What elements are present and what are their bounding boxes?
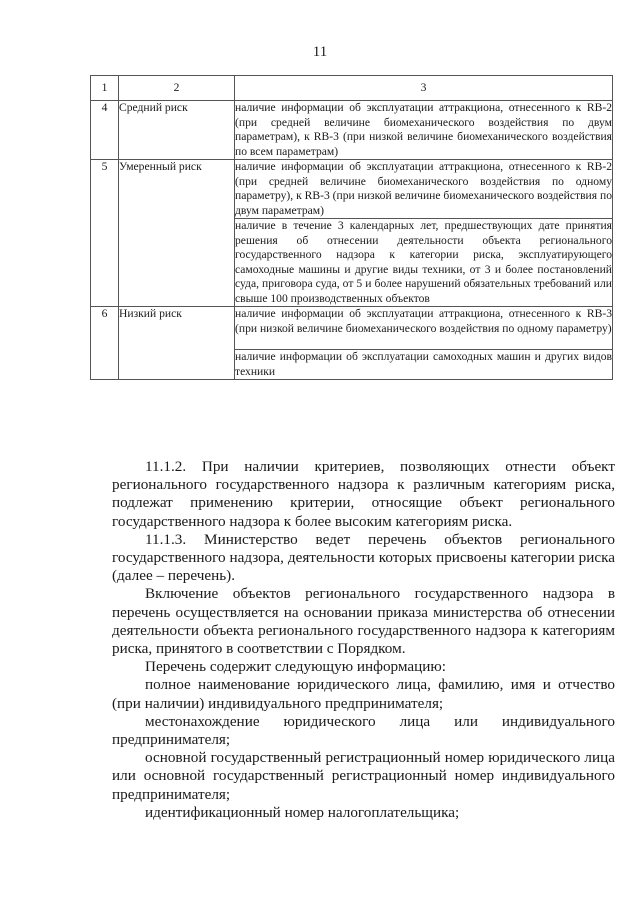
column-header-number: 1 bbox=[91, 76, 119, 101]
paragraph-11-1-2: 11.1.2. При наличии критериев, позволяющих отнести объект регионального государственного надзора к различным категориям риска, подлежат применению критерии, относящие объект регионального государственного надзора к более высоким категориям риска. bbox=[112, 458, 615, 530]
risk-category: Средний риск bbox=[119, 101, 235, 160]
risk-criterion: наличие информации об эксплуатации аттракциона, отнесенного к RB-2 (при средней величине биомеханического воздействия по одному параметру), к RB-3 (при низкой величине биомеханического воздействия по двум параметрам) bbox=[235, 160, 612, 217]
table-row bbox=[91, 307, 613, 350]
row-number: 6 bbox=[91, 307, 119, 380]
risk-category: Умеренный риск bbox=[119, 160, 235, 307]
row-number: 5 bbox=[91, 160, 119, 307]
table-row bbox=[91, 160, 613, 219]
paragraph-list-intro: Перечень содержит следующую информацию: bbox=[145, 658, 446, 676]
table-header-row bbox=[91, 76, 613, 101]
risk-criterion: наличие информации об эксплуатации самоходных машин и других видов техники bbox=[235, 350, 612, 378]
column-header-category: 2 bbox=[119, 76, 235, 101]
body-text bbox=[112, 458, 615, 822]
row-number: 4 bbox=[91, 101, 119, 160]
list-item: местонахождение юридического лица или индивидуального предпринимателя; bbox=[112, 712, 615, 749]
risk-category-table bbox=[90, 75, 613, 380]
risk-criterion: наличие информации об эксплуатации аттракциона, отнесенного к RB-2 (при средней величине биомеханического воздействия по двум параметрам), к RB-3 (при низкой величине биомеханического воздействия по всем параметрам) bbox=[235, 101, 612, 158]
paragraph-11-1-3: 11.1.3. Министерство ведет перечень объектов регионального государственного надзора, деятельности которых присвоены категории риска (далее – перечень). bbox=[112, 530, 615, 585]
list-item: идентификационный номер налогоплательщика; bbox=[145, 803, 460, 821]
list-item: полное наименование юридического лица, фамилию, имя и отчество (при наличии) индивидуального предпринимателя; bbox=[112, 676, 615, 712]
table-row bbox=[91, 101, 613, 160]
risk-criterion: наличие информации об эксплуатации аттракциона, отнесенного к RB-3 (при низкой величине биомеханического воздействия по одному параметру) bbox=[235, 307, 613, 350]
page-number: 11 bbox=[312, 44, 328, 60]
column-header-criteria: 3 bbox=[235, 76, 613, 101]
list-item: основной государственный регистрационный номер юридического лица или основной государственный регистрационный номер индивидуального предпринимателя; bbox=[112, 749, 615, 803]
risk-criterion: наличие в течение 3 календарных лет, предшествующих дате принятия решения об отнесении деятельности объекта регионального государственного надзора к категории риска, эксплуатирующего самоходные машины и другие виды техники, от 3 и более постановлений суда, приговора суда, от 5 и более нарушений обязательных требований или свыше 100 производственных объектов bbox=[235, 219, 612, 305]
risk-category: Низкий риск bbox=[119, 307, 235, 380]
paragraph-inclusion: Включение объектов регионального государственного надзора в перечень осуществляется на основании приказа министерства об отнесении деятельности объекта регионального государственного надзора к категориям риска, принятого в соответствии с Порядком. bbox=[112, 585, 615, 658]
